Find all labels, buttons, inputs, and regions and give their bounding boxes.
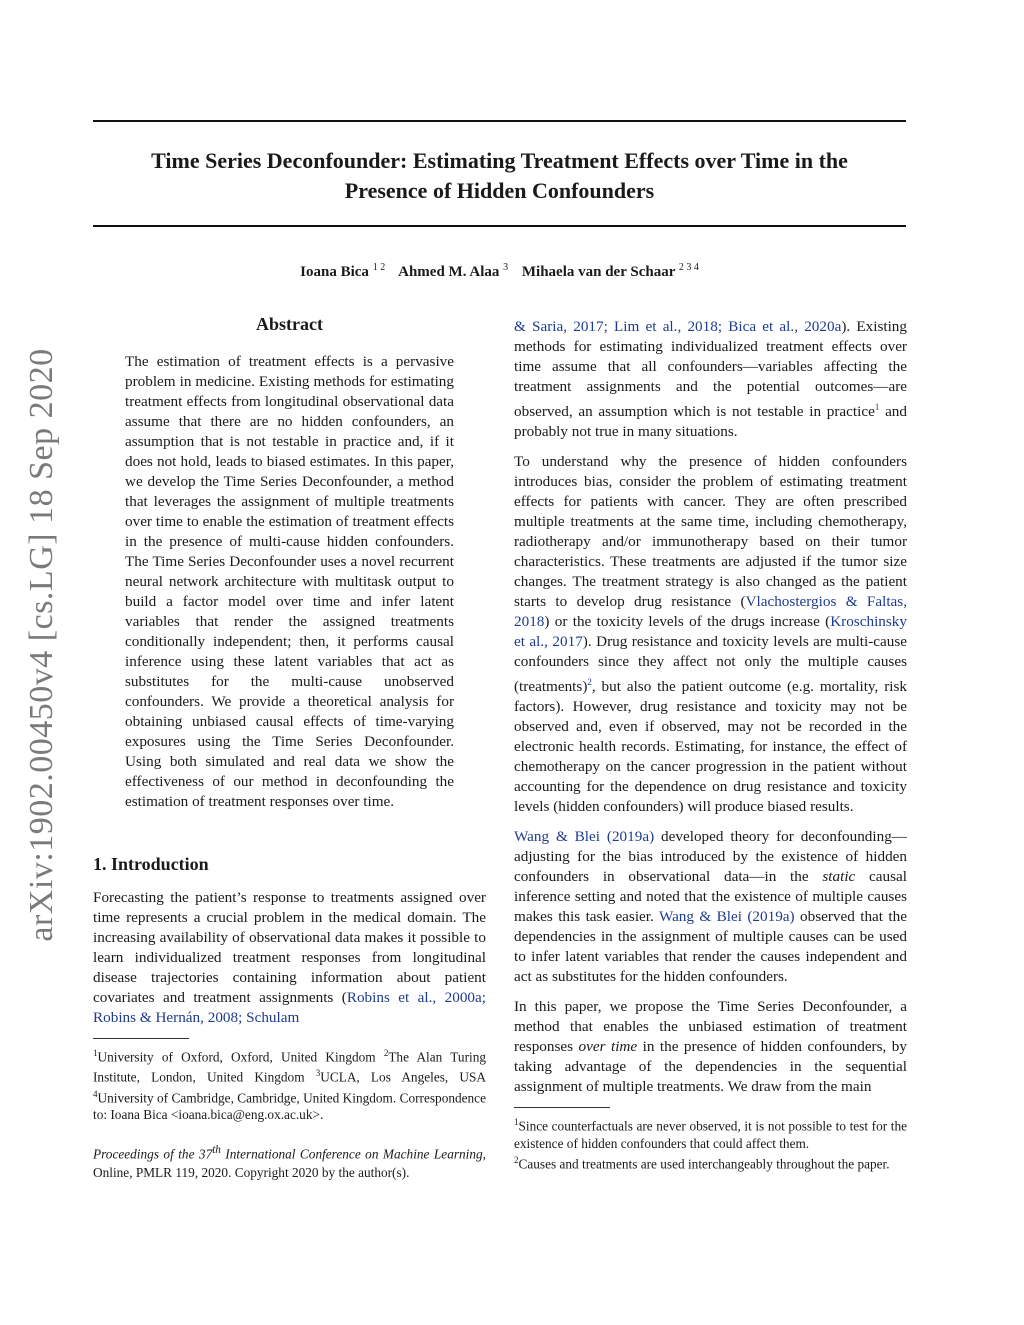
author-name: Mihaela van der Schaar — [521, 264, 676, 280]
top-rule — [93, 120, 906, 122]
abstract-body: The estimation of treatment effects is a pervasive problem in medicine. Existing methods for estimating treatment effects from longitudinal observational data assume that there are no hidden confounders, an assumption that is not testable in practice and, if it does not hold, leads to biased estimates. In this paper, we develop the Time Series Deconfounder, a method that leverages the assignment of multiple treatments over time to enable the estimation of treatment effects in the presence of multi-cause hidden confounders. The Time Series Deconfounder uses a novel recurrent neural network architecture with multitask output to build a factor model over time and infer latent variables that render the assigned treatments conditionally independent; then, it performs causal inference using these latent variables that act as substitutes for the multi-cause unobserved confounders. We provide a theoretical analysis for obtaining unbiased causal effects of time-varying exposures using the Time Series Deconfounder. Using both simulated and real data we show the effectiveness of our method in deconfounding the estimation of treatment responses over time. — [125, 353, 454, 810]
author-name: Ahmed M. Alaa — [398, 264, 500, 280]
footnote-mark: 4 — [93, 1088, 98, 1099]
citation-link[interactable]: Wang & Blei (2019a) — [658, 908, 795, 926]
author-affiliation: 2 3 4 — [678, 262, 699, 273]
paragraph-text: causal inference setting and noted that the existence of multiple causes makes this task easier. — [514, 868, 907, 926]
citation-link[interactable]: Kroschinsky et al., 2017 — [514, 613, 907, 651]
section-heading-introduction: 1. Introduction — [93, 854, 209, 874]
affiliation-text: University of Cambridge, Cambridge, United Kingdom. Correspondence to: Ioana Bica <ioana.bica@eng.ox.ac.uk>. — [93, 1090, 486, 1123]
footnote-text: Causes and treatments are used interchangeably throughout the paper. — [518, 1155, 890, 1171]
affiliation-text: University of Oxford, Oxford, United Kingdom — [97, 1049, 384, 1065]
intro-paragraph — [93, 888, 486, 1028]
title-bottom-rule — [93, 225, 906, 227]
proceedings-note — [93, 1141, 486, 1181]
affiliation-text: The Alan Turing Institute, London, United Kingdom — [93, 1049, 486, 1085]
paragraph — [514, 317, 907, 442]
proceedings-text: , Online, PMLR 119, 2020. Copyright 2020 by the author(s). — [93, 1146, 486, 1180]
footnote-1 — [514, 1114, 907, 1151]
footnote-mark: 1 — [93, 1048, 98, 1058]
affiliation-text: UCLA, Los Angeles, USA — [320, 1069, 487, 1085]
affiliations-footnote — [93, 1045, 486, 1123]
author-name: Ioana Bica — [300, 264, 369, 280]
title-line-1: Time Series Deconfounder: Estimating Treatment Effects over Time in the — [151, 148, 848, 173]
citation-link[interactable]: Wang & Blei (2019a) — [514, 828, 655, 846]
footnote-2 — [514, 1152, 907, 1172]
proceedings-italic: International Conference on Machine Learning — [220, 1146, 483, 1162]
paragraph-text: ). Drug resistance and toxicity levels are multi-cause confounders since they affect not only the multiple causes (treatments) — [514, 633, 908, 696]
left-column — [93, 314, 486, 1182]
paragraph — [514, 452, 907, 817]
citation-link[interactable]: Robins et al., 2000a; Robins & Hernán, 2008; Schulam — [93, 989, 486, 1026]
abstract-heading: Abstract — [256, 314, 323, 334]
author-affiliation: 1 2 — [372, 262, 386, 273]
proceedings-italic: Proceedings of the — [93, 1146, 199, 1162]
footnote-mark: 3 — [315, 1068, 321, 1079]
paragraph — [514, 997, 907, 1097]
paragraph-text: developed theory for deconfounding—adjusting for the bias introduced by the existence of hidden confounders in observational data—in the — [514, 828, 907, 886]
proceedings-ordinal: 37 — [198, 1146, 213, 1162]
footnote-mark: 2 — [514, 1154, 519, 1165]
paragraph-text: , but also the patient outcome (e.g. mortality, risk factors). However, drug resistance and toxicity may not be observed and, even if observed, may not be recorded in the electronic health records. Estimating, for instance, the effect of chemotherapy on the cancer progression in the patient without accounting for the dependence on drug resistance and toxicity levels (hidden confounders) will produce biased results. — [514, 678, 907, 816]
footnote-rule — [514, 1107, 610, 1108]
emphasis: static — [822, 868, 856, 886]
intro-text: Forecasting the patient’s response to treatments assigned over time represents a crucial problem in the medical domain. The increasing availability of observational data makes it possible to learn individualized treatment responses from longitudinal disease trajectories containing information about patient covariates and treatment assignments ( — [93, 889, 486, 1006]
paragraph-text: observed that the dependencies in the assignment of multiple causes can be used to infer latent variables that render the causes independent and act as substitutes for the hidden confounders. — [514, 908, 907, 986]
paragraph-text: and probably not true in many situations. — [514, 403, 907, 441]
paragraph — [514, 827, 907, 987]
footnote-rule — [93, 1038, 189, 1039]
author-list — [93, 262, 906, 281]
citation-link[interactable]: Vlachostergios & Faltas, 2018 — [514, 593, 907, 631]
paragraph-text: in the presence of hidden confounders, by taking advantage of the dependencies in the sequential assignment of multiple treatments. We draw from the main — [514, 1038, 907, 1096]
paragraph-text: In this paper, we propose the Time Series Deconfounder, a method that enables the unbiased estimation of treatment responses — [514, 998, 907, 1056]
title-line-2: Presence of Hidden Confounders — [344, 178, 655, 203]
footnote-mark: 1 — [514, 1117, 519, 1128]
paragraph-text: To understand why the presence of hidden confounders introduces bias, consider the problem of estimating treatment effects for patients with cancer. They are often prescribed multiple treatments at the same time, including chemotherapy, radiotherapy and/or immunotherapy based on their tumor characteristics. These treatments are adjusted if the tumor size changes. The treatment strategy is also changed as the patient starts to develop drug resistance ( — [514, 453, 907, 611]
footnote-mark: 2 — [383, 1048, 389, 1058]
paragraph-text: ) or the toxicity levels of the drugs increase ( — [544, 613, 831, 631]
footnote-text: Since counterfactuals are never observed, it is not possible to test for the existence of hidden confounders that could affect them. — [514, 1118, 907, 1151]
right-column — [514, 317, 907, 1172]
author-affiliation: 3 — [503, 262, 509, 273]
emphasis: over time — [578, 1038, 638, 1056]
arxiv-stamp: arXiv:1902.00450v4 [cs.LG] 18 Sep 2020 — [23, 348, 60, 942]
citation-link[interactable]: & Saria, 2017; Lim et al., 2018; Bica et al., 2020a — [514, 318, 842, 335]
paper-title — [93, 146, 906, 206]
footnote-ref[interactable]: 1 — [874, 402, 880, 412]
proceedings-ordinal-suffix: th — [212, 1144, 221, 1157]
footnote-ref[interactable]: 2 — [587, 677, 592, 688]
paragraph-text: ). Existing methods for estimating individualized treatment effects over time assume that all confounders—variables affecting the treatment assignments and the potential outcomes—are observed, an assumption which is not testable in practice — [514, 318, 907, 421]
